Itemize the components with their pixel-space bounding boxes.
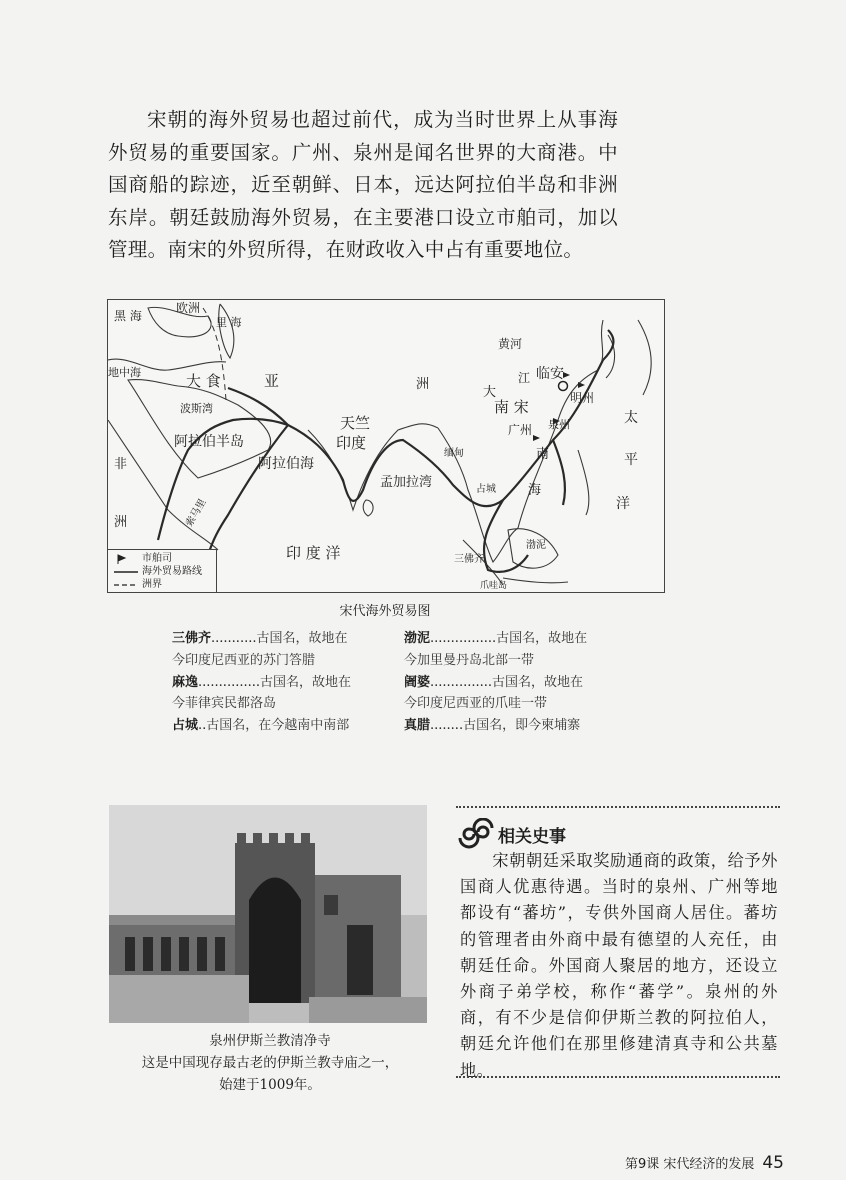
note-dots: ............... [430,674,493,690]
label-indian-ocean: 印 度 洋 [286,544,341,562]
label-africa-zhou: 洲 [114,515,128,530]
label-pacific-tai: 太 [624,410,638,426]
related-body: 宋朝朝廷采取奖励通商的政策，给予外国商人优惠待遇。当时的泉州、广州等地都设有“蕃坊”，专供外国商人居住。蕃坊的管理者由外商中最有德望的人充任，由朝廷任命。外国商人聚居的地方，还设立外商子弟学校，称作“蕃学”。泉州的外商，有不少是信仰伊斯兰教的阿拉伯人，朝廷允许他们在那里修建清真寺和公共墓地。 [460,851,778,1080]
coast-philippines [578,450,589,515]
legend-row-port [114,552,172,565]
note-line [404,715,636,737]
legend-flag-icon [114,554,138,564]
label-zhou: 洲 [416,377,430,392]
page-footer [625,1153,784,1173]
label-nan: 南 [536,447,550,462]
note-def: 古国名，故地在 [260,674,352,690]
capital-linan-marker [559,382,568,391]
label-zhuawa: 爪哇岛 [480,581,508,591]
label-arabian-sea: 阿拉伯海 [258,456,314,472]
legend-dashed-line-icon [114,580,138,590]
label-jiang: 江 [518,371,531,385]
note-dots: .. [198,718,207,734]
label-pacific-ping: 平 [624,452,638,468]
label-sanfoqi: 三佛齐 [454,554,484,565]
note-def: 古国名，在今越南中南部 [206,718,350,734]
label-europe: 欧洲 [176,301,201,315]
note-dots: ................ [430,631,497,646]
label-africa-fei: 非 [114,457,128,472]
glossary-col-left [172,628,404,737]
trade-map [107,299,665,593]
legend-label-port: 市舶司 [142,553,172,564]
note-term: 麻逸 [172,674,199,690]
coast-japan [638,320,651,395]
coast-arabia [128,380,271,478]
legend-label-border: 洲界 [142,579,162,590]
mosque-illustration [109,805,427,1023]
port-flag-linan [563,372,570,382]
note-cont: 今印度尼西亚的苏门答腊 [172,652,316,668]
note-line [404,628,636,650]
label-song: 南 宋 [494,398,529,416]
note-dots: ........... [211,631,257,646]
lesson-title: 第9课 宋代经济的发展 [624,1157,755,1172]
note-def: 古国名，故地在 [256,631,348,646]
map-caption: 宋代海外贸易图 [339,604,431,619]
note-term: 渤泥 [404,631,431,646]
label-tianzhu: 天竺 [340,414,371,432]
mosque-photo [109,805,427,1023]
note-term: 真腊 [404,718,431,734]
label-mingzhou: 明州 [570,391,595,405]
legend-label-route: 海外贸易路线 [142,566,202,577]
note-term: 占城 [172,718,199,734]
label-quanzhou: 泉州 [548,418,570,431]
box-top-divider [456,806,780,808]
label-myanmar: 缅甸 [444,448,464,459]
photo-caption-line: 这是中国现存最古老的伊斯兰教寺庙之一， [141,1055,399,1071]
box-bottom-divider [456,1076,780,1078]
port-flag-guangzhou [533,435,540,445]
note-line [172,672,404,694]
swirl-icon [456,818,494,850]
glossary-col-right [404,628,636,737]
label-persian-gulf: 波斯湾 [180,402,213,415]
map-legend [108,549,217,592]
note-line [172,715,404,737]
note-dots: ........ [430,718,464,734]
coast-java [503,578,568,583]
route-korea [603,330,613,360]
label-guangzhou: 广州 [508,423,533,437]
note-line [172,628,404,650]
label-black-sea: 黑 海 [114,309,142,323]
note-term: 阇婆 [404,674,431,690]
label-somalia: 索马里 [184,497,209,529]
note-line [404,672,636,694]
photo-caption-line: 始建于1009年。 [219,1077,321,1093]
intro-paragraph: 宋朝的海外贸易也超过前代，成为当时世界上从事海外贸易的重要国家。广州、泉州是闻名世界的大商港。中国商船的踪迹，近至朝鲜、日本，远达阿拉伯半岛和非洲东岸。朝廷鼓励海外贸易，在主要港口设立市舶司，加以管理。南宋的外贸所得，在财政收入中占有重要地位。 [108,108,618,261]
label-yellow-river: 黄河 [498,337,523,351]
label-india: 印度 [336,434,367,452]
label-bengal: 孟加拉湾 [380,475,433,490]
photo-caption [100,1030,440,1096]
label-linan: 临安 [536,366,564,382]
coast-caspian [219,304,234,358]
related-title: 相关史事 [498,827,566,847]
note-def: 古国名，故地在 [492,674,584,690]
legend-row-route [114,565,202,578]
legend-row-border [114,578,162,591]
note-term: 三佛齐 [172,631,212,646]
note-cont: 今菲律宾民都洛岛 [172,696,277,712]
note-dots: ............... [198,674,261,690]
label-sea-top: 里 海 [216,316,242,329]
photo-title: 泉州伊斯兰教清净寺 [209,1033,331,1049]
note-cont: 今印度尼西亚的爪哇一带 [404,696,548,712]
coast-sri-lanka [363,500,373,516]
related-history-box [456,806,780,1078]
label-asia: 亚 [264,372,280,390]
page-number: 45 [762,1153,784,1173]
note-def: 古国名，即今柬埔寨 [463,718,581,734]
label-dashi: 大 食 [186,372,221,390]
label-pacific-yang: 洋 [616,496,630,512]
label-mediterranean: 地中海 [108,366,141,379]
label-zhancheng: 占城 [476,484,496,495]
note-def: 古国名，故地在 [496,631,588,646]
route-java [484,500,528,572]
legend-solid-line-icon [114,567,138,577]
label-da: 大 [483,385,497,400]
label-bonai: 渤泥 [526,540,546,551]
label-arabia: 阿拉伯半岛 [174,434,244,450]
route-philippines [553,440,565,505]
label-hai: 海 [528,483,542,498]
note-cont: 今加里曼丹岛北部一带 [404,652,535,668]
